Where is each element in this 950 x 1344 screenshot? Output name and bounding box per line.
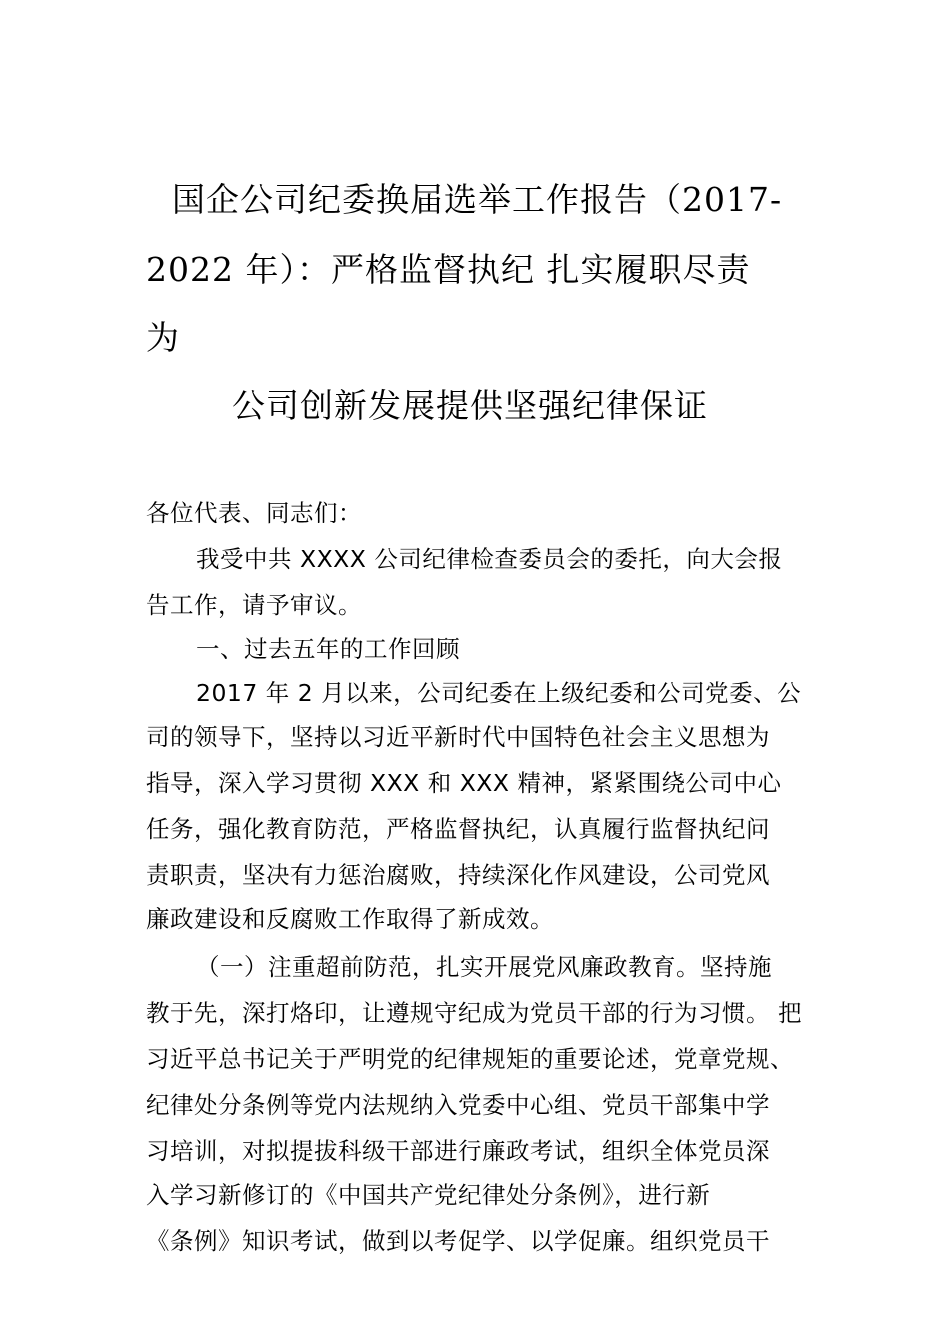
section-heading: 一、过去五年的工作回顾 (196, 635, 460, 663)
paragraph-line: 任务，强化教育防范，严格监督执纪，认真履行监督执纪问 (146, 815, 770, 843)
paragraph-line: 廉政建设和反腐败工作取得了新成效。 (146, 905, 554, 933)
paragraph-line: 入学习新修订的《中国共产党纪律处分条例》，进行新 (146, 1181, 711, 1209)
paragraph-line: 指导，深入学习贯彻 XXX 和 XXX 精神，紧紧围绕公司中心 (146, 769, 782, 797)
report-title-line-3: 为 (146, 318, 180, 357)
paragraph-line: 司的领导下，坚持以习近平新时代中国特色社会主义思想为 (146, 723, 770, 751)
report-title-line-4: 公司创新发展提供坚强纪律保证 (232, 386, 708, 425)
paragraph-line: 《条例》知识考试，做到以考促学、以学促廉。组织党员干 (146, 1227, 770, 1255)
paragraph-line: 习培训，对拟提拔科级干部进行廉政考试，组织全体党员深 (146, 1137, 770, 1165)
report-title-line-1: 国企公司纪委换届选举工作报告（2017- (172, 180, 783, 219)
paragraph-line: 我受中共 XXXX 公司纪律检查委员会的委托，向大会报 (196, 545, 783, 573)
subsection-paragraph-line: （一）注重超前防范，扎实开展党风廉政教育。坚持施 (196, 953, 772, 981)
salutation: 各位代表、同志们： (146, 499, 362, 527)
paragraph-line: 2017 年 2 月以来，公司纪委在上级纪委和公司党委、公 (196, 679, 802, 707)
report-title-line-2: 2022 年）：严格监督执纪 扎实履职尽责 (146, 250, 751, 289)
paragraph-line: 教于先，深打烙印，让遵规守纪成为党员干部的行为习惯。 把 (146, 999, 802, 1027)
paragraph-line: 告工作，请予审议。 (146, 591, 362, 619)
paragraph-line: 习近平总书记关于严明党的纪律规矩的重要论述，党章党规、 (146, 1045, 794, 1073)
paragraph-line: 责职责，坚决有力惩治腐败，持续深化作风建设，公司党风 (146, 861, 770, 889)
paragraph-line: 纪律处分条例等党内法规纳入党委中心组、党员干部集中学 (146, 1091, 770, 1119)
